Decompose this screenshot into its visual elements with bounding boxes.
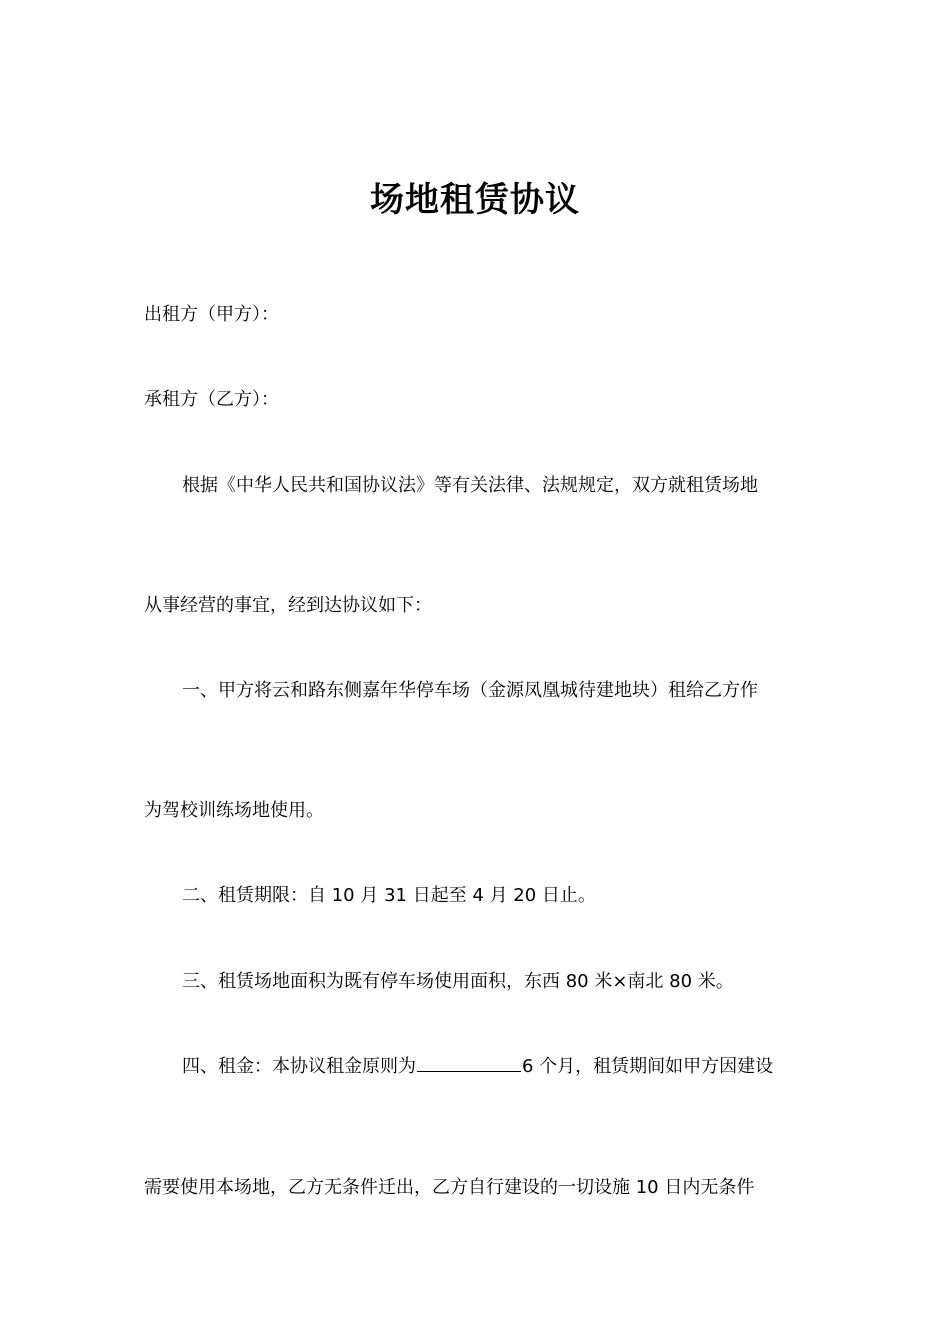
document-title: 场地租赁协议 (370, 180, 580, 220)
clause-1-line-2: 为驾校训练场地使用。 (144, 800, 324, 821)
paragraph-intro-line-2: 从事经营的事宜，经到达协议如下： (144, 595, 432, 616)
lessee-label: 承租方（乙方）： (144, 389, 279, 410)
paragraph-intro-line-1: 根据《中华人民共和国协议法》等有关法律、法规规定，双方就租赁场地 (182, 475, 758, 496)
rent-blank-line (417, 1053, 521, 1072)
clause-4-line-1 (182, 1053, 773, 1081)
clause-4-line-2: 需要使用本场地，乙方无条件迁出，乙方自行建设的一切设施 10 日内无条件 (144, 1177, 755, 1198)
clause-3: 三、租赁场地面积为既有停车场使用面积，东西 80 米×南北 80 米。 (182, 971, 734, 992)
clause-2: 二、租赁期限：自 10 月 31 日起至 4 月 20 日止。 (182, 885, 596, 906)
lessor-label: 出租方（甲方）： (144, 304, 279, 325)
clause-4-text-before-blank: 四、租金：本协议租金原则为 (182, 1056, 416, 1077)
clause-4-text-after-blank: 6 个月，租赁期间如甲方因建设 (522, 1056, 774, 1077)
clause-1-line-1: 一、甲方将云和路东侧嘉年华停车场（金源凤凰城待建地块）租给乙方作 (182, 680, 758, 701)
